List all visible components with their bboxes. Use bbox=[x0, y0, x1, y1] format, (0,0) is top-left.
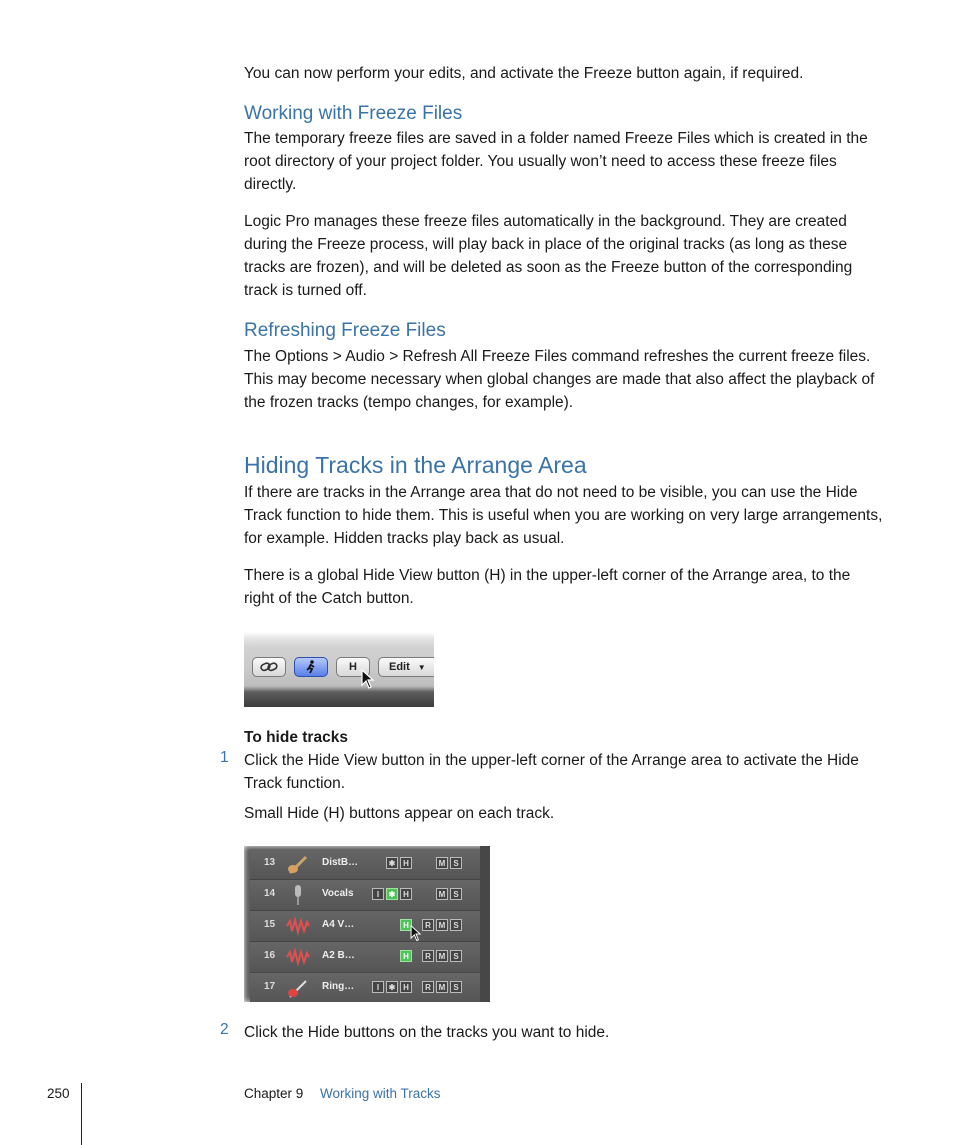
paragraph: The Options > Audio > Refresh All Freeze Files command refreshes the current freeze files. This may become necessary when global changes are made that also affect the playback of the frozen tracks (tempo changes, for example). bbox=[244, 348, 875, 411]
solo-button[interactable]: S bbox=[450, 888, 462, 900]
section-heading-refreshing: Refreshing Freeze Files bbox=[244, 320, 446, 341]
task-title: To hide tracks bbox=[244, 729, 348, 746]
mute-button[interactable]: M bbox=[436, 857, 448, 869]
track-name: Ring… bbox=[322, 981, 355, 992]
chapter-label: Chapter 9 bbox=[244, 1086, 304, 1101]
track-name: Vocals bbox=[322, 888, 354, 899]
track-number: 16 bbox=[264, 950, 276, 961]
waveform-icon bbox=[286, 915, 310, 937]
solo-button[interactable]: S bbox=[450, 857, 462, 869]
toolbar-screenshot bbox=[244, 632, 434, 707]
freeze-button[interactable]: ✱ bbox=[386, 888, 398, 900]
link-button[interactable] bbox=[252, 657, 286, 677]
input-button[interactable]: I bbox=[372, 981, 384, 993]
track-number: 15 bbox=[264, 919, 276, 930]
track-name: A2 B… bbox=[322, 950, 355, 961]
paragraph: If there are tracks in the Arrange area that do not need to be visible, you can use the Hide Track function to hide them. This is useful when you are working on very large arrangements, for example. Hidden tracks play back as usual. bbox=[244, 484, 883, 547]
step-number: 2 bbox=[220, 1021, 229, 1038]
track-row bbox=[250, 911, 480, 942]
track-row bbox=[250, 880, 480, 911]
record-button[interactable]: R bbox=[422, 950, 434, 962]
mute-button[interactable]: M bbox=[436, 981, 448, 993]
mute-button[interactable]: M bbox=[436, 950, 448, 962]
cursor-icon bbox=[361, 669, 375, 691]
mute-button[interactable]: M bbox=[436, 888, 448, 900]
track-row bbox=[250, 973, 480, 1002]
section-heading-working-freeze: Working with Freeze Files bbox=[244, 103, 463, 124]
paragraph: The temporary freeze files are saved in a folder named Freeze Files which is created in the root directory of your project folder. You usually won’t need to access these freeze files directly. bbox=[244, 130, 868, 193]
edit-label: Edit bbox=[389, 661, 410, 673]
input-button[interactable]: I bbox=[372, 888, 384, 900]
hide-button[interactable]: H bbox=[400, 919, 412, 931]
record-button[interactable]: R bbox=[422, 981, 434, 993]
mute-button[interactable]: M bbox=[436, 919, 448, 931]
hide-button[interactable]: H bbox=[400, 888, 412, 900]
solo-button[interactable]: S bbox=[450, 919, 462, 931]
record-button[interactable]: R bbox=[422, 919, 434, 931]
scrollbar[interactable] bbox=[480, 846, 490, 1002]
link-icon bbox=[260, 661, 278, 673]
step-note: Small Hide (H) buttons appear on each track. bbox=[244, 805, 555, 822]
microphone-icon bbox=[286, 884, 310, 906]
guitar-icon bbox=[286, 853, 310, 875]
solo-button[interactable]: S bbox=[450, 950, 462, 962]
paragraph: Logic Pro manages these freeze files automatically in the background. They are created during the Freeze process, will play back in place of the original tracks (as long as these tracks are frozen), and will be deleted as soon as the Freeze button of the corresponding track is turned off. bbox=[244, 213, 853, 299]
hide-button[interactable]: H bbox=[400, 981, 412, 993]
solo-button[interactable]: S bbox=[450, 981, 462, 993]
freeze-button[interactable]: ✱ bbox=[386, 857, 398, 869]
chapter-title-link[interactable]: Working with Tracks bbox=[320, 1086, 441, 1101]
guitar-icon bbox=[286, 977, 310, 999]
footer-divider bbox=[81, 1083, 82, 1145]
track-number: 14 bbox=[264, 888, 276, 899]
track-name: A4 V… bbox=[322, 919, 355, 930]
track-number: 17 bbox=[264, 981, 276, 992]
cursor-icon bbox=[410, 925, 422, 943]
edit-menu-button[interactable] bbox=[378, 657, 434, 677]
tracks-screenshot bbox=[244, 846, 490, 1002]
catch-button[interactable] bbox=[294, 657, 328, 677]
waveform-icon bbox=[286, 946, 310, 968]
freeze-button[interactable]: ✱ bbox=[386, 981, 398, 993]
track-row bbox=[250, 849, 480, 880]
track-row bbox=[250, 942, 480, 973]
page-number: 250 bbox=[47, 1086, 70, 1101]
track-number: 13 bbox=[264, 857, 276, 868]
running-man-icon bbox=[305, 660, 317, 674]
hide-button[interactable]: H bbox=[400, 950, 412, 962]
step-text: Click the Hide View button in the upper-left corner of the Arrange area to activate the Hide Track function. bbox=[244, 752, 859, 792]
intro-paragraph: You can now perform your edits, and activate the Freeze button again, if required. bbox=[244, 65, 804, 82]
paragraph: There is a global Hide View button (H) in the upper-left corner of the Arrange area, to the right of the Catch button. bbox=[244, 567, 851, 607]
step-number: 1 bbox=[220, 749, 229, 766]
hide-button[interactable]: H bbox=[400, 857, 412, 869]
step-text: Click the Hide buttons on the tracks you want to hide. bbox=[244, 1024, 610, 1041]
chevron-down-icon: ▼ bbox=[417, 662, 426, 672]
chapter-section-heading: Hiding Tracks in the Arrange Area bbox=[244, 452, 587, 478]
track-name: DistB… bbox=[322, 857, 359, 868]
hide-view-button[interactable]: H bbox=[336, 657, 370, 677]
